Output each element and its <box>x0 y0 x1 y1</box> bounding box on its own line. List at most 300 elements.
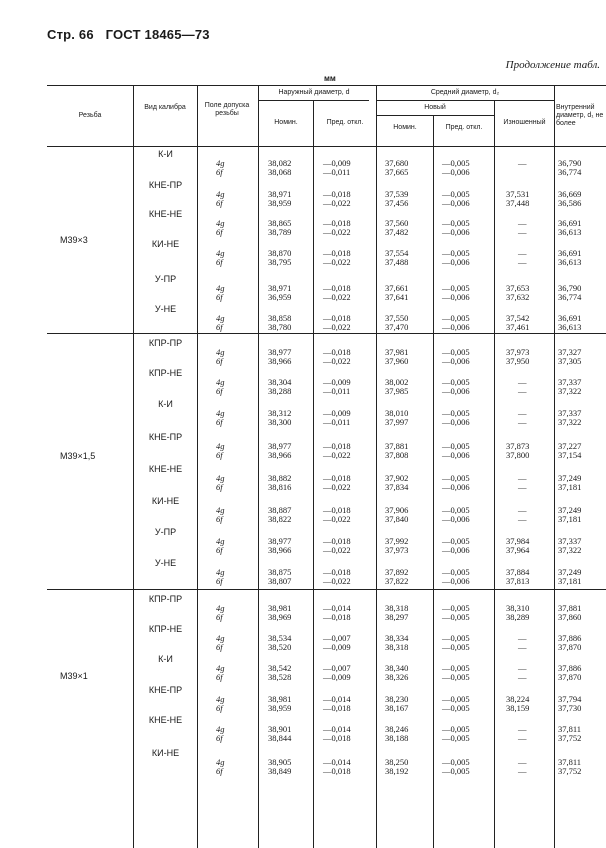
outer-deviation: —0,007 <box>323 633 351 643</box>
worn-value: 38,159 <box>506 703 530 713</box>
continuation-note: Продолжение табл. <box>505 59 600 71</box>
worn-header: Изношенный <box>503 119 546 126</box>
mean-deviation-header: Пред. откл. <box>445 124 483 131</box>
tolerance-value: 6f <box>216 642 223 652</box>
gauge-type: У-НЕ <box>154 558 177 568</box>
col-line-1 <box>133 86 134 848</box>
mean-nominal: 38,192 <box>385 766 409 776</box>
new-header: Новый <box>424 104 446 111</box>
mean-deviation: —0,005 <box>442 347 470 357</box>
outer-deviation: —0,018 <box>323 248 351 258</box>
tolerance-value: 4g <box>216 603 225 613</box>
inner-value: 37,249 <box>558 505 582 515</box>
group-separator <box>47 333 606 334</box>
outer-nominal: 38,870 <box>268 248 292 258</box>
outer-nominal: 38,300 <box>268 417 292 427</box>
tolerance-value: 6f <box>216 198 223 208</box>
outer-deviation: —0,018 <box>323 283 351 293</box>
outer-deviation: —0,018 <box>323 505 351 515</box>
outer-nominal: 38,981 <box>268 603 292 613</box>
mean-deviation: —0,005 <box>442 672 470 682</box>
col-line-2 <box>197 86 198 848</box>
tolerance-value: 6f <box>216 672 223 682</box>
outer-nominal: 38,789 <box>268 227 292 237</box>
inner-value: 37,870 <box>558 672 582 682</box>
outer-deviation: —0,009 <box>323 158 351 168</box>
mean-deviation: —0,006 <box>442 198 470 208</box>
mean-deviation: —0,006 <box>442 227 470 237</box>
gauge-type: К-И <box>158 654 173 664</box>
mean-deviation: —0,005 <box>442 642 470 652</box>
outer-deviation: —0,018 <box>323 766 351 776</box>
outer-nominal: 38,068 <box>268 167 292 177</box>
outer-deviation: —0,022 <box>323 227 351 237</box>
mean-deviation: —0,005 <box>442 567 470 577</box>
tolerance-value: 4g <box>216 505 225 515</box>
header-bottom-rule <box>47 146 606 147</box>
outer-nominal: 38,082 <box>268 158 292 168</box>
thread-label: М39×1,5 <box>60 451 96 461</box>
outer-nominal: 38,780 <box>268 322 292 332</box>
inner-value: 36,790 <box>558 283 582 293</box>
mean-nominal: 37,881 <box>385 441 409 451</box>
tolerance-value: 4g <box>216 347 225 357</box>
mean-nominal: 37,906 <box>385 505 409 515</box>
inner-value: 37,794 <box>558 694 582 704</box>
mean-nominal: 38,230 <box>385 694 409 704</box>
mean-nominal: 37,981 <box>385 347 409 357</box>
outer-deviation: —0,018 <box>323 313 351 323</box>
outer-deviation: —0,011 <box>323 167 351 177</box>
mean-deviation: —0,006 <box>442 514 470 524</box>
outer-deviation: —0,022 <box>323 322 351 332</box>
new-group-rule <box>376 115 494 116</box>
mean-nominal: 38,340 <box>385 663 409 673</box>
inner-value: 37,811 <box>558 757 582 767</box>
gauge-type: КИ-НЕ <box>151 496 180 506</box>
mean-deviation: —0,005 <box>442 724 470 734</box>
inner-value: 37,337 <box>558 377 582 387</box>
outer-deviation: —0,018 <box>323 733 351 743</box>
worn-value: 38,310 <box>506 603 530 613</box>
outer-deviation: —0,022 <box>323 482 351 492</box>
outer-deviation: —0,014 <box>323 757 351 767</box>
worn-value: — <box>518 633 527 643</box>
tolerance-value: 6f <box>216 766 223 776</box>
mean-nominal: 37,892 <box>385 567 409 577</box>
mean-nominal: 38,318 <box>385 642 409 652</box>
worn-value: 37,461 <box>506 322 530 332</box>
worn-value: 37,884 <box>506 567 530 577</box>
outer-nominal: 38,966 <box>268 450 292 460</box>
mean-nominal: 37,960 <box>385 356 409 366</box>
mean-deviation: —0,006 <box>442 322 470 332</box>
inner-value: 37,811 <box>558 724 582 734</box>
tolerance-value: 6f <box>216 257 223 267</box>
mean-nominal: 37,482 <box>385 227 409 237</box>
outer-deviation: —0,018 <box>323 473 351 483</box>
outer-deviation: —0,011 <box>323 417 351 427</box>
gauge-type: КНЕ-ПР <box>148 180 183 190</box>
mean-deviation: —0,006 <box>442 356 470 366</box>
col-line-7 <box>494 100 495 848</box>
tolerance-value: 4g <box>216 694 225 704</box>
mean-deviation: —0,005 <box>442 189 470 199</box>
mean-deviation: —0,005 <box>442 408 470 418</box>
outer-nominal: 38,971 <box>268 283 292 293</box>
worn-value: — <box>518 505 527 515</box>
tolerance-value: 6f <box>216 227 223 237</box>
page-header <box>47 27 210 42</box>
col-line-6 <box>433 115 434 848</box>
mean-nominal: 38,010 <box>385 408 409 418</box>
inner-value: 36,691 <box>558 248 582 258</box>
gauge-type: КПР-НЕ <box>148 368 183 378</box>
outer-deviation: —0,022 <box>323 356 351 366</box>
gauge-type: К-И <box>158 399 173 409</box>
worn-value: 37,448 <box>506 198 530 208</box>
worn-value: — <box>518 377 527 387</box>
outer-nominal: 38,312 <box>268 408 292 418</box>
col-tolerance-header: Поле допуска резьбы <box>204 102 250 117</box>
worn-value: 37,973 <box>506 347 530 357</box>
inner-value: 37,181 <box>558 576 582 586</box>
outer-deviation: —0,018 <box>323 536 351 546</box>
tolerance-value: 6f <box>216 417 223 427</box>
worn-value: — <box>518 158 527 168</box>
tolerance-value: 4g <box>216 567 225 577</box>
inner-value: 37,337 <box>558 536 582 546</box>
outer-nominal: 38,520 <box>268 642 292 652</box>
mean-nominal-header: Номин. <box>393 124 417 131</box>
col-thread-header: Резьба <box>78 112 102 119</box>
tolerance-value: 6f <box>216 703 223 713</box>
outer-deviation: —0,018 <box>323 347 351 357</box>
gauge-type: У-ПР <box>154 527 177 537</box>
tolerance-value: 6f <box>216 482 223 492</box>
gauge-type: КНЕ-НЕ <box>148 464 183 474</box>
mean-deviation: —0,006 <box>442 545 470 555</box>
worn-value: — <box>518 248 527 258</box>
tolerance-value: 4g <box>216 313 225 323</box>
inner-value: 36,613 <box>558 227 582 237</box>
outer-nominal: 38,816 <box>268 482 292 492</box>
tolerance-value: 4g <box>216 633 225 643</box>
worn-value: 37,950 <box>506 356 530 366</box>
col-line-8 <box>554 86 555 848</box>
outer-deviation: —0,018 <box>323 441 351 451</box>
mean-deviation: —0,005 <box>442 733 470 743</box>
mean-nominal: 37,550 <box>385 313 409 323</box>
outer-deviation: —0,022 <box>323 576 351 586</box>
tolerance-value: 6f <box>216 576 223 586</box>
worn-value: — <box>518 257 527 267</box>
tolerance-value: 4g <box>216 441 225 451</box>
tolerance-value: 4g <box>216 158 225 168</box>
outer-nominal: 38,795 <box>268 257 292 267</box>
inner-value: 36,691 <box>558 218 582 228</box>
outer-nominal: 38,977 <box>268 441 292 451</box>
worn-value: — <box>518 766 527 776</box>
table-top-rule <box>47 85 606 86</box>
tolerance-value: 4g <box>216 473 225 483</box>
gauge-type: К-И <box>158 149 173 159</box>
mean-deviation: —0,005 <box>442 505 470 515</box>
mean-nominal: 38,246 <box>385 724 409 734</box>
worn-value: — <box>518 663 527 673</box>
tolerance-value: 4g <box>216 536 225 546</box>
worn-value: — <box>518 473 527 483</box>
inner-value: 37,881 <box>558 603 582 613</box>
mean-nominal: 38,326 <box>385 672 409 682</box>
mean-deviation: —0,005 <box>442 441 470 451</box>
worn-value: 37,813 <box>506 576 530 586</box>
outer-deviation: —0,022 <box>323 198 351 208</box>
outer-nominal: 38,959 <box>268 198 292 208</box>
mean-nominal: 38,167 <box>385 703 409 713</box>
worn-value: — <box>518 514 527 524</box>
worn-value: — <box>518 724 527 734</box>
inner-value: 36,774 <box>558 167 582 177</box>
outer-nominal: 38,528 <box>268 672 292 682</box>
mean-deviation: —0,006 <box>442 292 470 302</box>
inner-value: 36,586 <box>558 198 582 208</box>
gauge-type: У-НЕ <box>154 304 177 314</box>
outer-nominal: 38,959 <box>268 703 292 713</box>
mean-nominal: 37,665 <box>385 167 409 177</box>
worn-value: — <box>518 757 527 767</box>
inner-value: 37,249 <box>558 567 582 577</box>
outer-deviation: —0,018 <box>323 189 351 199</box>
col-line-4 <box>313 100 314 848</box>
outer-nominal: 38,969 <box>268 612 292 622</box>
mean-diameter-header: Средний диаметр, d₂ <box>430 89 500 96</box>
outer-deviation: —0,014 <box>323 724 351 734</box>
inner-value: 37,870 <box>558 642 582 652</box>
tolerance-value: 4g <box>216 218 225 228</box>
worn-value: — <box>518 642 527 652</box>
tolerance-value: 6f <box>216 545 223 555</box>
mean-nominal: 37,661 <box>385 283 409 293</box>
mean-deviation: —0,005 <box>442 603 470 613</box>
inner-value: 36,613 <box>558 322 582 332</box>
gauge-type: КИ-НЕ <box>151 748 180 758</box>
worn-value: 37,873 <box>506 441 530 451</box>
outer-deviation: —0,009 <box>323 377 351 387</box>
mean-nominal: 37,560 <box>385 218 409 228</box>
inner-value: 37,337 <box>558 408 582 418</box>
tolerance-value: 6f <box>216 612 223 622</box>
mean-deviation: —0,005 <box>442 766 470 776</box>
mean-deviation: —0,006 <box>442 576 470 586</box>
tolerance-value: 4g <box>216 377 225 387</box>
outer-nominal-header: Номин. <box>274 119 298 126</box>
mean-deviation: —0,006 <box>442 167 470 177</box>
worn-value: 37,531 <box>506 189 530 199</box>
mean-nominal: 38,002 <box>385 377 409 387</box>
gauge-type: КПР-ПР <box>148 338 183 348</box>
col-line-5 <box>376 86 377 848</box>
mean-nominal: 37,992 <box>385 536 409 546</box>
mean-group-rule <box>376 100 554 101</box>
inner-value: 37,860 <box>558 612 582 622</box>
col-line-3 <box>258 86 259 848</box>
outer-deviation: —0,018 <box>323 567 351 577</box>
mean-deviation: —0,005 <box>442 158 470 168</box>
worn-value: — <box>518 386 527 396</box>
inner-value: 36,790 <box>558 158 582 168</box>
tolerance-value: 4g <box>216 189 225 199</box>
inner-value: 37,249 <box>558 473 582 483</box>
outer-nominal: 38,977 <box>268 347 292 357</box>
gauge-type: КНЕ-НЕ <box>148 209 183 219</box>
outer-deviation: —0,009 <box>323 672 351 682</box>
unit-label: мм <box>324 74 336 83</box>
mean-nominal: 38,250 <box>385 757 409 767</box>
mean-nominal: 37,488 <box>385 257 409 267</box>
outer-nominal: 38,807 <box>268 576 292 586</box>
worn-value: — <box>518 408 527 418</box>
mean-nominal: 37,554 <box>385 248 409 258</box>
outer-deviation: —0,007 <box>323 663 351 673</box>
outer-nominal: 38,849 <box>268 766 292 776</box>
page-number: Стр. 66 <box>47 27 94 42</box>
outer-nominal: 38,875 <box>268 567 292 577</box>
worn-value: 37,964 <box>506 545 530 555</box>
outer-deviation: —0,011 <box>323 386 351 396</box>
mean-nominal: 38,297 <box>385 612 409 622</box>
outer-nominal: 38,534 <box>268 633 292 643</box>
outer-nominal: 38,977 <box>268 536 292 546</box>
outer-nominal: 38,865 <box>268 218 292 228</box>
gauge-type: КПР-ПР <box>148 594 183 604</box>
mean-deviation: —0,005 <box>442 612 470 622</box>
worn-value: 38,289 <box>506 612 530 622</box>
outer-deviation: —0,018 <box>323 218 351 228</box>
inner-value: 37,322 <box>558 386 582 396</box>
mean-nominal: 38,188 <box>385 733 409 743</box>
inner-value: 37,305 <box>558 356 582 366</box>
outer-nominal: 38,858 <box>268 313 292 323</box>
outer-deviation: —0,018 <box>323 612 351 622</box>
thread-label: М39×1 <box>60 671 88 681</box>
worn-value: 38,224 <box>506 694 530 704</box>
mean-deviation: —0,006 <box>442 482 470 492</box>
worn-value: — <box>518 417 527 427</box>
mean-nominal: 37,834 <box>385 482 409 492</box>
tolerance-value: 6f <box>216 450 223 460</box>
outer-deviation: —0,018 <box>323 703 351 713</box>
outer-diameter-header: Наружный диаметр, d <box>278 89 350 96</box>
outer-nominal: 38,887 <box>268 505 292 515</box>
outer-deviation: —0,022 <box>323 450 351 460</box>
outer-deviation: —0,022 <box>323 257 351 267</box>
worn-value: — <box>518 733 527 743</box>
worn-value: 37,984 <box>506 536 530 546</box>
mean-nominal: 37,902 <box>385 473 409 483</box>
tolerance-value: 6f <box>216 356 223 366</box>
mean-deviation: —0,005 <box>442 663 470 673</box>
outer-deviation: —0,022 <box>323 545 351 555</box>
mean-deviation: —0,005 <box>442 283 470 293</box>
outer-nominal: 36,959 <box>268 292 292 302</box>
tolerance-value: 4g <box>216 283 225 293</box>
mean-deviation: —0,005 <box>442 757 470 767</box>
mean-nominal: 37,997 <box>385 417 409 427</box>
mean-nominal: 37,840 <box>385 514 409 524</box>
inner-value: 37,227 <box>558 441 582 451</box>
inner-value: 36,774 <box>558 292 582 302</box>
inner-value: 37,154 <box>558 450 582 460</box>
tolerance-value: 4g <box>216 757 225 767</box>
inner-value: 37,752 <box>558 766 582 776</box>
tolerance-value: 6f <box>216 514 223 524</box>
inner-value: 37,752 <box>558 733 582 743</box>
tolerance-value: 6f <box>216 733 223 743</box>
outer-deviation-header: Пред. откл. <box>326 119 364 126</box>
outer-nominal: 38,304 <box>268 377 292 387</box>
mean-nominal: 38,318 <box>385 603 409 613</box>
mean-deviation: —0,005 <box>442 536 470 546</box>
outer-deviation: —0,014 <box>323 694 351 704</box>
inner-value: 36,613 <box>558 257 582 267</box>
tolerance-value: 4g <box>216 248 225 258</box>
mean-deviation: —0,005 <box>442 313 470 323</box>
inner-value: 37,181 <box>558 482 582 492</box>
worn-value: — <box>518 218 527 228</box>
outer-deviation: —0,009 <box>323 642 351 652</box>
mean-nominal: 37,456 <box>385 198 409 208</box>
outer-nominal: 38,966 <box>268 356 292 366</box>
mean-nominal: 38,334 <box>385 633 409 643</box>
mean-nominal: 37,539 <box>385 189 409 199</box>
outer-nominal: 38,971 <box>268 189 292 199</box>
mean-deviation: —0,005 <box>442 473 470 483</box>
outer-nominal: 38,905 <box>268 757 292 767</box>
tolerance-value: 6f <box>216 386 223 396</box>
gauge-type: КНЕ-НЕ <box>148 715 183 725</box>
worn-value: 37,542 <box>506 313 530 323</box>
gauge-type: КПР-НЕ <box>148 624 183 634</box>
outer-nominal: 38,844 <box>268 733 292 743</box>
outer-nominal: 38,882 <box>268 473 292 483</box>
tolerance-value: 6f <box>216 167 223 177</box>
group-separator <box>47 589 606 590</box>
outer-nominal: 38,901 <box>268 724 292 734</box>
worn-value: — <box>518 482 527 492</box>
outer-deviation: —0,022 <box>323 292 351 302</box>
tolerance-value: 6f <box>216 292 223 302</box>
outer-deviation: —0,009 <box>323 408 351 418</box>
mean-deviation: —0,006 <box>442 417 470 427</box>
thread-label: М39×3 <box>60 235 88 245</box>
inner-value: 37,322 <box>558 545 582 555</box>
mean-deviation: —0,005 <box>442 248 470 258</box>
gauge-type: КНЕ-ПР <box>148 432 183 442</box>
outer-nominal: 38,542 <box>268 663 292 673</box>
worn-value: 37,632 <box>506 292 530 302</box>
col-gauge-header: Вид калибра <box>144 104 186 111</box>
outer-nominal: 38,966 <box>268 545 292 555</box>
mean-nominal: 37,808 <box>385 450 409 460</box>
standard-title: ГОСТ 18465—73 <box>105 27 210 42</box>
inner-value: 37,886 <box>558 663 582 673</box>
mean-deviation: —0,005 <box>442 218 470 228</box>
mean-nominal: 37,985 <box>385 386 409 396</box>
inner-value: 37,886 <box>558 633 582 643</box>
inner-value: 37,327 <box>558 347 582 357</box>
outer-deviation: —0,014 <box>323 603 351 613</box>
